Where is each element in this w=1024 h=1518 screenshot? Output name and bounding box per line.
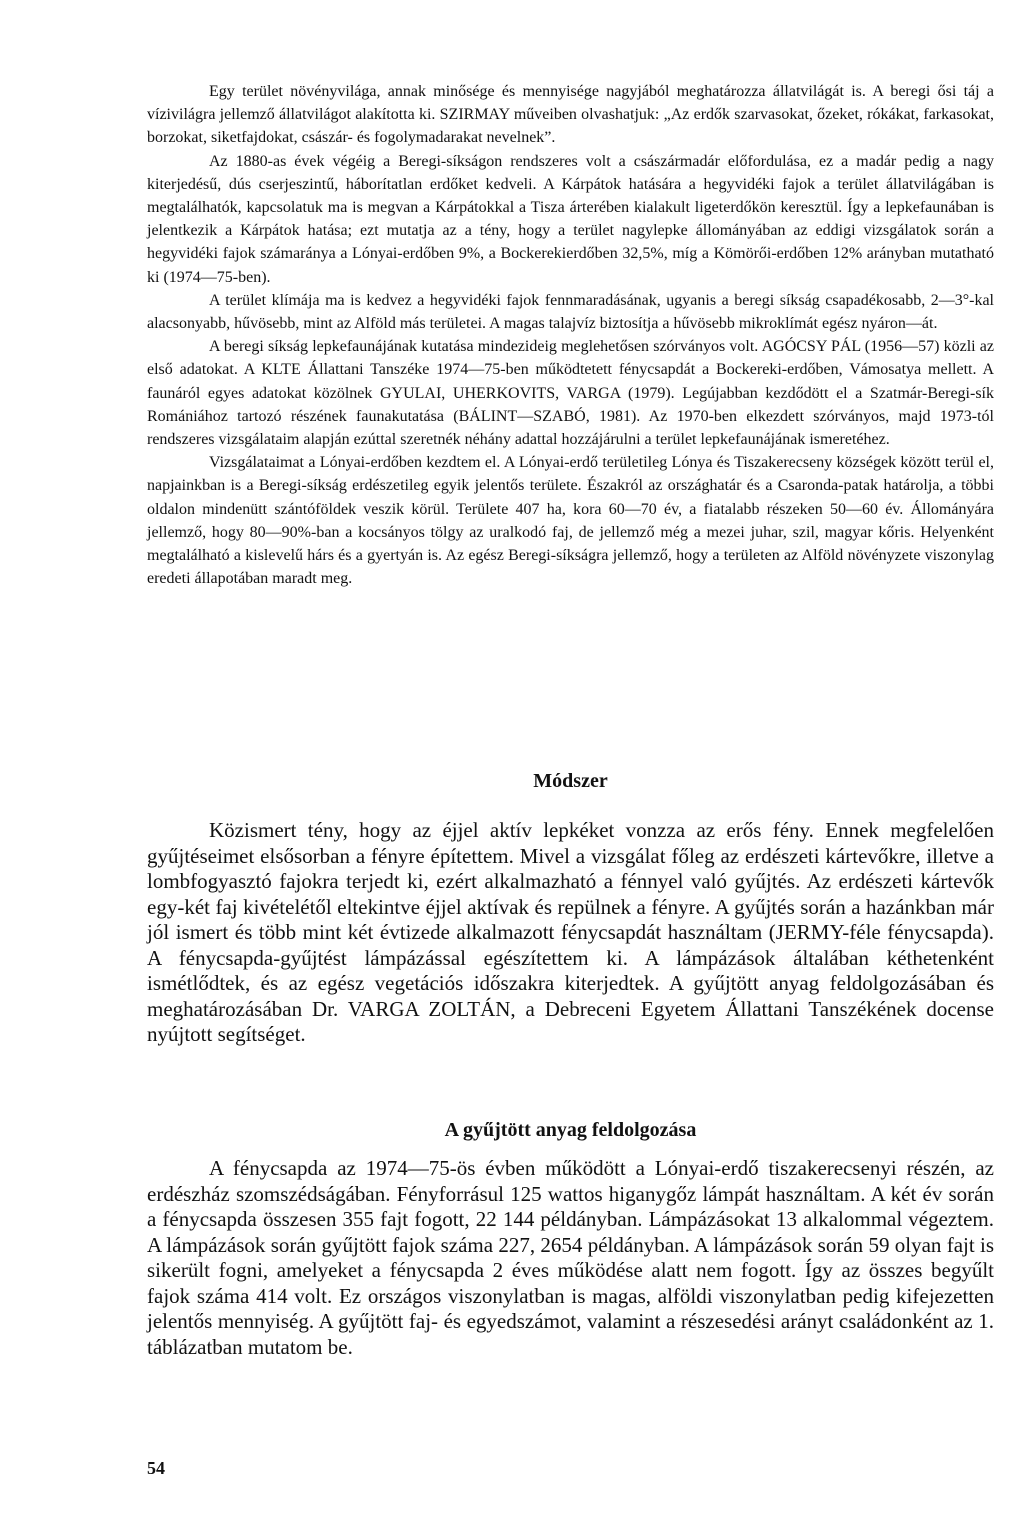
page-number: 54 <box>147 1458 165 1478</box>
material-section <box>147 1156 994 1360</box>
intro-paragraph-5: Vizsgálataimat a Lónyai-erdőben kezdtem el. A Lónyai-erdő területileg Lónya és Tiszakerecseny községek között terül el, napjainkban is a Beregi-síkság erdészetileg egyik jelentős területe. Északról az országhatár és a Csaronda-patak határolja, a többi oldalon mindenütt szántóföldek veszik körül. Területe 407 ha, kora 60—70 év, a fiatalabb részeken 50—60 év. Állományára jellemző, hogy 80—90%-ban a kocsányos tölgy az uralkodó faj, de jellemző még a mezei juhar, szil, magyar kőris. Helyenként megtalálható a kislevelű hárs és a gyertyán is. Az egész Beregi-síkságra jellemző, hogy a területen az Alföld növényzete viszonylag eredeti állapotában maradt meg. <box>147 454 994 588</box>
material-paragraph: A fénycsapda az 1974—75-ös évben működött a Lónyai-erdő tiszakerecsenyi részén, az erdészház szomszédságában. Fényforrásul 125 wattos higanygőz lámpát használtam. A két év során a fénycsapda összesen 355 fajt fogott, 22 144 példányban. Lámpázásokat 13 alkalommal végeztem. A lámpázások során gyűjtött fajok száma 227, 2654 példányban. A lámpázások során 59 olyan fajt is sikerült fogni, amelyeket a fénycsapda 2 éves működése alatt nem fogott. Így az összes begyűlt fajok száma 414 volt. Ez országos viszonylatban is magas, alföldi viszonylatban pedig kifejezetten jelentős mennyiség. A gyűjtött faj- és egyedszámot, valamint a részesedési arányt családonként az 1. táblázatban mutatom be. <box>147 1156 994 1359</box>
intro-paragraph-1: Egy terület növényvilága, annak minősége és mennyisége nagyjából meghatározza állatvilágát is. A beregi ősi táj a vízivilágra jellemző állatvilágot alakította ki. SZIRMAY műveiben olvashatjuk: „Az erdők szarvasokat, őzeket, rókákat, farkasokat, borzokat, siketfajdokat, császár- és fogolymadarakat nevelnek”. <box>147 83 994 147</box>
intro-paragraph-4: A beregi síkság lepkefaunájának kutatása mindezideig meglehetősen szórványos volt. AGÓCSY PÁL (1956—57) közli az első adatokat. A KLTE Állattani Tanszéke 1974—75-ben működtetett fénycsapdát a Bockereki-erdőben, Vámosatya mellett. A faunáról egyes adatokat közölnek GYULAI, UHERKOVITS, VARGA (1979). Legújabban kezdődött el a Szatmár-Beregi-sík Romániához tartozó részének faunakutatása (BÁLINT—SZABÓ, 1981). Az 1970-ben elkezdett szórványos, majd 1973-tól rendszeres vizsgálataim alapján ezúttal szeretnék néhány adattal hozzájárulni a terület lepkefaunájának ismeretéhez. <box>147 338 994 449</box>
method-heading: Módszer <box>533 770 608 792</box>
method-section <box>147 818 994 1048</box>
method-paragraph: Közismert tény, hogy az éjjel aktív lepkéket vonzza az erős fény. Ennek megfelelően gyűjtéseimet elsősorban a fényre építettem. Mivel a vizsgálat főleg az erdészeti kártevőkre, illetve a lombfogyasztó fajokra terjedt ki, ezért alkalmazható a fénnyel való gyűjtés. Az erdészeti kártevők egy-két faj kivételétől eltekintve éjjel aktívak és repülnek a fényre. A gyűjtés során a hazánkban már jól ismert és több mint két évtizede alkalmazott fénycsapdát használtam (JERMY-féle fénycsapda). A fénycsapda-gyűjtést lámpázással egészítettem ki. A lámpázások általában kéthetenként ismétlődtek, és az egész vegetációs időszakra kiterjedtek. A gyűjtött anyag feldolgozásában és meghatározásában Dr. VARGA ZOLTÁN, a Debreceni Egyetem Állattani Tanszékének docense nyújtott segítséget. <box>147 818 994 1046</box>
intro-section <box>147 80 994 590</box>
intro-paragraph-2: Az 1880-as évek végéig a Beregi-síkságon rendszeres volt a császármadár előfordulása, ez a madár pedig a nagy kiterjedésű, dús cserjeszintű, háborítatlan erdőket kedveli. A Kárpátok hatására a hegyvidéki fajok a terület állatvilágában is megtalálhatók, kapcsolatuk ma is megvan a Kárpátokkal a Tisza árterében kialakult ligeterdőkön keresztül. Így a lepkefaunában is jelentkezik a Kárpátok hatása; ezt mutatja az a tény, hogy a terület nagylepke állományában az eddigi vizsgálatok során a hegyvidéki fajok számaránya a Lónyai-erdőben 9%, a Bockerekierdőben 32,5%, míg a Kömörői-erdőben 12% arányban mutatható ki (1974—75-ben). <box>147 152 994 286</box>
material-heading: A gyűjtött anyag feldolgozása <box>444 1119 697 1141</box>
intro-paragraph-3: A terület klímája ma is kedvez a hegyvidéki fajok fennmaradásának, ugyanis a beregi síkság csapadékosabb, 2—3°-kal alacsonyabb, hűvösebb, mint az Alföld más területei. A magas talajvíz biztosítja a hűvösebb mikroklímát egész nyáron—át. <box>147 291 994 333</box>
